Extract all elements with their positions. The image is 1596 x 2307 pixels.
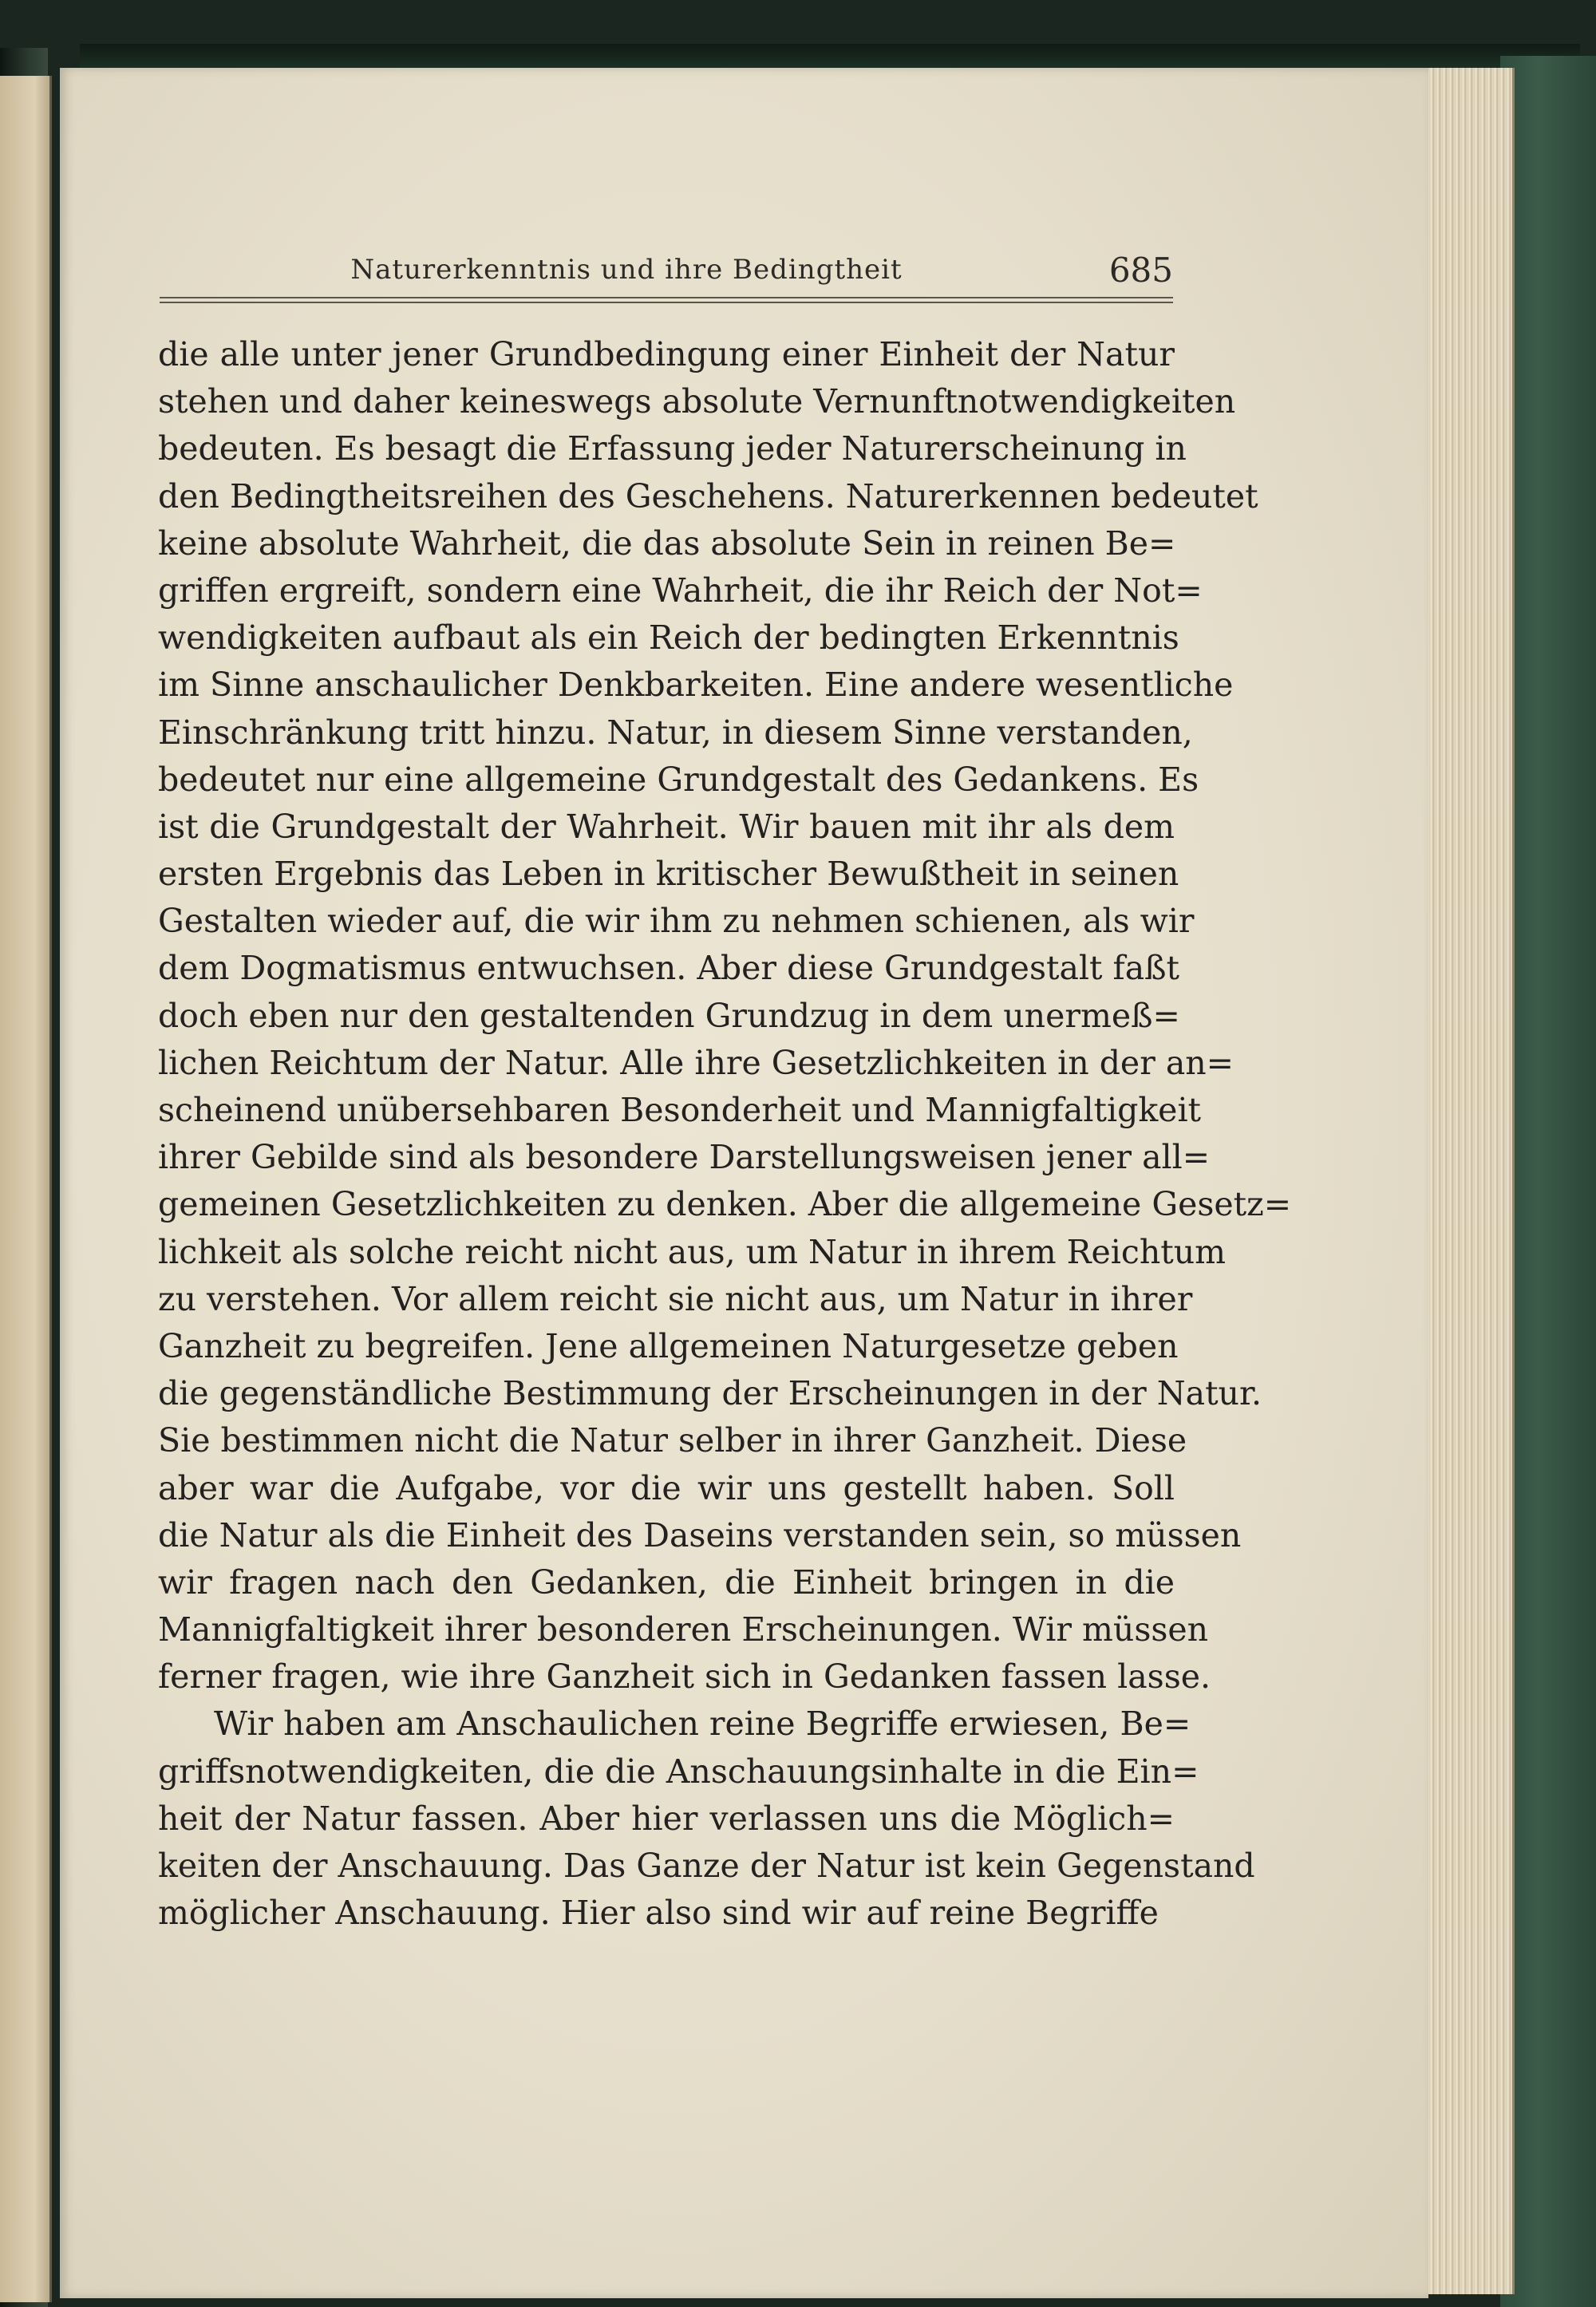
text-line: ersten Ergebnis das Leben in kritischer Bewußtheit in seinen: [158, 855, 1179, 894]
text-line: ihrer Gebilde sind als besondere Darstellungsweisen jener all=: [158, 1138, 1211, 1177]
page-number: 685: [1108, 251, 1173, 290]
text-line: gemeinen Gesetzlichkeiten zu denken. Aber die allgemeine Gesetz=: [158, 1185, 1292, 1224]
page-stack-edge: [1416, 68, 1515, 2294]
text-line: heit der Natur fassen. Aber hier verlassen uns die Möglich=: [158, 1799, 1175, 1838]
text-line: den Bedingtheitsreihen des Geschehens. Naturerkennen bedeutet: [158, 476, 1258, 516]
text-line: stehen und daher keineswegs absolute Vernunftnotwendigkeiten: [158, 382, 1236, 421]
text-line: im Sinne anschaulicher Denkbarkeiten. Eine andere wesentliche: [158, 666, 1234, 705]
text-line: ferner fragen, wie ihre Ganzheit sich in Gedanken fassen lasse.: [158, 1657, 1211, 1697]
text-line: scheinend unübersehbaren Besonderheit und Mannigfaltigkeit: [158, 1091, 1202, 1129]
text-line: Ganzheit zu begreifen. Jene allgemeinen Naturgesetze geben: [158, 1326, 1179, 1365]
text-line: dem Dogmatismus entwuchsen. Aber diese Grundgestalt faßt: [158, 949, 1180, 988]
text-line: die gegenständliche Bestimmung der Erscheinungen in der Natur.: [158, 1374, 1262, 1413]
text-line: Einschränkung tritt hinzu. Natur, in diesem Sinne verstanden,: [158, 713, 1193, 752]
text-line: wir fragen nach den Gedanken, die Einheit bringen in die: [158, 1562, 1175, 1602]
text-line: keine absolute Wahrheit, die das absolute Sein in reinen Be=: [158, 523, 1176, 563]
text-line: wendigkeiten aufbaut als ein Reich der bedingten Erkenntnis: [158, 618, 1179, 658]
running-title: Naturerkenntnis und ihre Bedingtheit: [350, 254, 903, 286]
text-line: Wir haben am Anschaulichen reine Begriffe erwiesen, Be=: [214, 1705, 1191, 1744]
text-line: Sie bestimmen nicht die Natur selber in ihrer Ganzheit. Diese: [158, 1421, 1187, 1460]
text-line: Gestalten wieder auf, die wir ihm zu nehmen schienen, als wir: [158, 902, 1195, 941]
text-line: möglicher Anschauung. Hier also sind wir auf reine Begriffe: [158, 1894, 1159, 1933]
text-line: lichen Reichtum der Natur. Alle ihre Gesetzlichkeiten in der an=: [158, 1043, 1235, 1082]
text-line: doch eben nur den gestaltenden Grundzug in dem unermeß=: [158, 996, 1180, 1035]
text-line: die alle unter jener Grundbedingung einer Einheit der Natur: [158, 335, 1175, 373]
text-line: griffsnotwendigkeiten, die die Anschauungsinhalte in die Ein=: [158, 1752, 1199, 1791]
text-line: die Natur als die Einheit des Daseins verstanden sein, so müssen: [158, 1515, 1242, 1554]
text-line: griffen ergreift, sondern eine Wahrheit, die ihr Reich der Not=: [158, 571, 1203, 610]
text-line: zu verstehen. Vor allem reicht sie nicht aus, um Natur in ihrer: [158, 1279, 1193, 1318]
text-line: lichkeit als solche reicht nicht aus, um Natur in ihrem Reichtum: [158, 1232, 1227, 1271]
text-line: bedeuten. Es besagt die Erfassung jeder Naturerscheinung in: [158, 429, 1187, 468]
previous-page-edge: [0, 76, 52, 2302]
text-line: keiten der Anschauung. Das Ganze der Natur ist kein Gegenstand: [158, 1847, 1255, 1885]
text-line: ist die Grundgestalt der Wahrheit. Wir bauen mit ihr als dem: [158, 807, 1175, 846]
running-head: [160, 251, 1173, 302]
header-double-rule: [160, 297, 1173, 303]
book-cover-right: [1500, 56, 1596, 2307]
body-text: [158, 331, 1292, 1937]
text-line: bedeutet nur eine allgemeine Grundgestalt des Gedankens. Es: [158, 760, 1199, 799]
text-line: aber war die Aufgabe, vor die wir uns gestellt haben. Soll: [158, 1468, 1175, 1507]
text-line: Mannigfaltigkeit ihrer besonderen Erscheinungen. Wir müssen: [158, 1610, 1209, 1649]
